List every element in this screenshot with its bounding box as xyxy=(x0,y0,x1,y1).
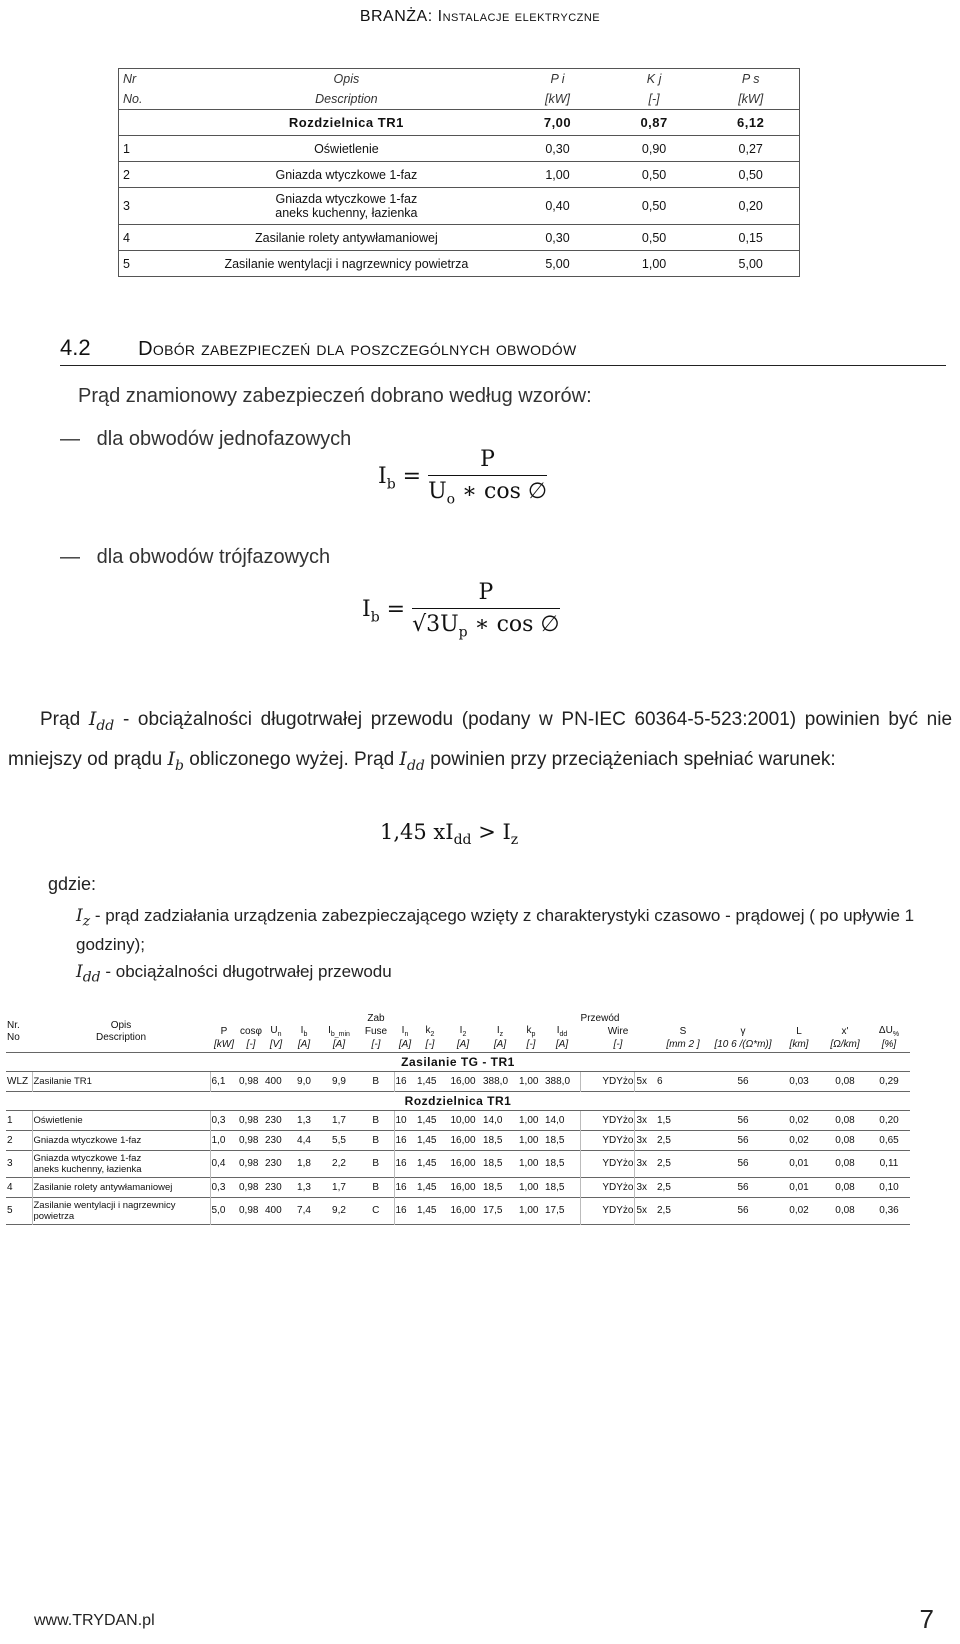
table-row xyxy=(119,136,800,162)
cell: 56 xyxy=(710,1110,776,1130)
cell-nr: 2 xyxy=(119,162,184,188)
cell-opis-line1: Gniazda wtyczkowe 1-faz xyxy=(275,192,418,206)
header-row: P cosφ $U_n$ $I_b$ $I_{b\_min}$ Fuse $I_n$ $k_2$ $I_2$ $I_z$ $k_p$ $I_{dd}$ Wire S γ L x' $\Delta U_{\%}$ xyxy=(220,1024,900,1038)
def-text: - prąd zadziałania urządzenia zabezpieczającego wzięty z charakterystyki czasowo - prądowej ( po upływie 1 godziny); xyxy=(76,906,915,955)
cell: 16 xyxy=(394,1150,416,1177)
para-part: Prąd xyxy=(40,709,81,730)
protection-table xyxy=(6,1013,910,1226)
cell: 1,00 xyxy=(518,1150,544,1177)
unit: [%] xyxy=(881,1039,897,1051)
cell: 0,02 xyxy=(776,1197,822,1224)
cell: 0,08 xyxy=(822,1071,868,1091)
def-text: - obciążalności długotrwałej przewodu xyxy=(105,962,392,981)
cell: 1,00 xyxy=(518,1130,544,1150)
paragraph-idd: Prąd $I_{dd}$ - obciążalności długotrwałej przewodu (podany w PN-IEC 60364-5-523:2001) powinien być nie mniejszy od prądu $I_b$ obliczonego wyżej. Prąd $I_{dd}$ powinien przy przeciążeniach spełniać warunek: xyxy=(8,708,953,774)
cell: B xyxy=(358,1130,394,1150)
table-row xyxy=(6,1110,910,1130)
cell: 0,98 xyxy=(238,1150,264,1177)
unit-kw: [kW] xyxy=(545,92,570,106)
unit: [-] xyxy=(526,1039,536,1051)
cell: 5x xyxy=(635,1071,656,1091)
cell: 0,02 xyxy=(776,1110,822,1130)
cell: 4 xyxy=(6,1177,32,1197)
cell: 0,20 xyxy=(868,1110,910,1130)
cell: 3x xyxy=(635,1177,656,1197)
cell: 3 xyxy=(6,1150,32,1177)
definition-idd: $I_{dd}$ - obciążalności długotrwałej przewodu xyxy=(76,962,392,986)
unit: [mm 2 ] xyxy=(666,1039,700,1051)
cell xyxy=(32,1130,210,1150)
col-kj: K j xyxy=(646,72,662,86)
cell: 1,45 xyxy=(416,1130,444,1150)
cell-line: Gniazda wtyczkowe 1-faz xyxy=(33,1152,142,1164)
cell: 16,00 xyxy=(444,1197,482,1224)
cell: 6 xyxy=(656,1071,710,1091)
cell-p: 0,30 xyxy=(509,225,606,251)
unit: [-] xyxy=(246,1039,256,1051)
cell: WLZ xyxy=(6,1071,32,1091)
cell xyxy=(32,1177,210,1197)
unit: [-] xyxy=(425,1039,435,1051)
unit: [10 6 /(Ω*m)] xyxy=(714,1039,772,1051)
cell: 18,5 xyxy=(544,1150,580,1177)
unit: [A] xyxy=(332,1039,346,1051)
cell-line: Zasilanie rolety antywłamaniowej xyxy=(33,1181,173,1193)
unit: [A] xyxy=(297,1039,311,1051)
hdr-no: No xyxy=(7,1032,20,1044)
section-heading xyxy=(60,335,946,366)
cell: 10,00 xyxy=(444,1110,482,1130)
definition-iz: $I_z$ - prąd zadziałania urządzenia zabezpieczającego wzięty z charakterystyki czasowo - prądowej ( po upływie 1 godziny); xyxy=(76,906,915,955)
cell: 1 xyxy=(6,1110,32,1130)
unit: [-] xyxy=(613,1039,623,1051)
cell: 1,45 xyxy=(416,1197,444,1224)
para-part: powinien przy przeciążeniach spełniać warunek: xyxy=(430,748,836,770)
cell: 0,01 xyxy=(776,1150,822,1177)
cell: 0,3 xyxy=(210,1177,238,1197)
cell-k: 0,90 xyxy=(606,136,703,162)
bullet-three-phase xyxy=(60,546,330,569)
cell: 56 xyxy=(710,1177,776,1197)
cell: 16 xyxy=(394,1130,416,1150)
cell-k: 0,50 xyxy=(606,162,703,188)
section-title: Dobór zabezpieczeń dla poszczególnych obwodów xyxy=(138,338,577,360)
cell: 0,98 xyxy=(238,1110,264,1130)
cell: 6,1 xyxy=(210,1071,238,1091)
cell: 18,5 xyxy=(482,1177,518,1197)
cell: 4,4 xyxy=(288,1130,320,1150)
bullet-text: dla obwodów trójfazowych xyxy=(96,546,331,568)
cell-p: 0,40 xyxy=(509,188,606,225)
cell: 1,5 xyxy=(656,1110,710,1130)
para-part: - obciążalności długotrwałej przewodu (podany w PN-IEC 60364-5-523:2001) powinien być nie mniejszy od prądu xyxy=(8,709,953,770)
cell: 1,7 xyxy=(320,1110,358,1130)
cell-nr: 5 xyxy=(119,251,184,277)
header-row xyxy=(6,1013,910,1024)
page-header xyxy=(0,8,960,26)
cell-p: 1,00 xyxy=(509,162,606,188)
cell: 0,08 xyxy=(822,1150,868,1177)
cell-opis: Zasilanie rolety antywłamaniowej xyxy=(184,225,510,251)
cell: 1,45 xyxy=(416,1110,444,1130)
section-number: 4.2 xyxy=(60,335,91,360)
cell: 0,98 xyxy=(238,1071,264,1091)
table-end xyxy=(6,1224,910,1226)
cell: 7,4 xyxy=(288,1197,320,1224)
cell: 16,00 xyxy=(444,1177,482,1197)
col-nr xyxy=(6,1013,32,1052)
cell-p: 0,30 xyxy=(509,136,606,162)
cell: 0,08 xyxy=(822,1130,868,1150)
cell: 5,0 xyxy=(210,1197,238,1224)
cell: YDYżo xyxy=(580,1071,635,1091)
cell: 1,00 xyxy=(518,1110,544,1130)
header-prefix: BRANŻA: xyxy=(359,8,433,25)
cell: 17,5 xyxy=(482,1197,518,1224)
cell: 0,98 xyxy=(238,1130,264,1150)
cell-nr: 4 xyxy=(119,225,184,251)
col-pi: P i xyxy=(550,72,565,86)
cell: 14,0 xyxy=(544,1110,580,1130)
cell-nr: 3 xyxy=(119,188,184,225)
cell: 1,3 xyxy=(288,1110,320,1130)
cell: 16 xyxy=(394,1071,416,1091)
cell-ps: 0,27 xyxy=(702,136,799,162)
cell: 3x xyxy=(635,1130,656,1150)
cell: 0,08 xyxy=(822,1110,868,1130)
intro-text: Prąd znamionowy zabezpieczeń dobrano według wzorów: xyxy=(78,385,592,407)
hdr-desc: Description xyxy=(95,1032,147,1044)
unit: [A] xyxy=(555,1039,569,1051)
cell: B xyxy=(358,1110,394,1130)
cell: 9,0 xyxy=(288,1071,320,1091)
col-no: No. xyxy=(123,92,143,106)
cell: 1,8 xyxy=(288,1150,320,1177)
cell xyxy=(32,1150,210,1177)
cell: 388,0 xyxy=(482,1071,518,1091)
formula-three-phase: $I_b$ = $\frac{P}{√3U_p ∗ \cos \emptyset}$ xyxy=(362,580,560,641)
cell: 16,00 xyxy=(444,1150,482,1177)
cell: 1,0 xyxy=(210,1130,238,1150)
cell: 1,3 xyxy=(288,1177,320,1197)
cell: B xyxy=(358,1177,394,1197)
cell: 230 xyxy=(264,1110,288,1130)
unit: [km] xyxy=(789,1039,809,1051)
hdr-przewod: Przewód xyxy=(580,1013,620,1024)
cell xyxy=(32,1110,210,1130)
cell: 400 xyxy=(264,1197,288,1224)
header-title: Instalacje elektryczne xyxy=(437,8,601,25)
hdr-opis: Opis xyxy=(110,1020,132,1032)
cell-k: 0,50 xyxy=(606,188,703,225)
col-desc: Description xyxy=(315,92,378,106)
cell-line: Zasilanie wentylacji i nagrzewnicy xyxy=(33,1199,176,1211)
cell: 9,2 xyxy=(320,1197,358,1224)
cell: 56 xyxy=(710,1150,776,1177)
cell-line: Gniazda wtyczkowe 1-faz xyxy=(33,1134,142,1146)
formula-single-phase: $I_b$ = $\frac{P}{U_o ∗ \cos \emptyset}$ xyxy=(378,447,548,508)
cell: 0,01 xyxy=(776,1177,822,1197)
bullet-text: dla obwodów jednofazowych xyxy=(96,428,352,450)
unit: [A] xyxy=(398,1039,412,1051)
total-p: 7,00 xyxy=(509,110,606,136)
cell: 1,45 xyxy=(416,1071,444,1091)
cell: C xyxy=(358,1197,394,1224)
unit: [A] xyxy=(456,1039,470,1051)
cell: 18,5 xyxy=(482,1150,518,1177)
hdr-fuse: Fuse xyxy=(364,1025,388,1037)
cell: 400 xyxy=(264,1071,288,1091)
cell: 0,98 xyxy=(238,1197,264,1224)
cell: 18,5 xyxy=(544,1130,580,1150)
cell: 0,4 xyxy=(210,1150,238,1177)
cell-ps: 0,20 xyxy=(702,188,799,225)
cell: 0,98 xyxy=(238,1177,264,1197)
cell: 1,45 xyxy=(416,1150,444,1177)
col-nr: Nr xyxy=(123,72,137,86)
cell: 2 xyxy=(6,1130,32,1150)
table-row xyxy=(119,225,800,251)
table-row xyxy=(6,1071,910,1091)
table-row xyxy=(119,188,800,225)
cell: 0,08 xyxy=(822,1197,868,1224)
cell: 0,10 xyxy=(868,1177,910,1197)
cell: 56 xyxy=(710,1130,776,1150)
cell: 16 xyxy=(394,1177,416,1197)
cell xyxy=(32,1197,210,1224)
cell: 3x xyxy=(635,1150,656,1177)
table-title-row xyxy=(6,1052,910,1071)
table-row xyxy=(119,110,800,136)
cell: 2,5 xyxy=(656,1150,710,1177)
table-row xyxy=(6,1130,910,1150)
footer-url[interactable]: www.TRYDAN.pl xyxy=(34,1612,155,1629)
cell: 1,00 xyxy=(518,1177,544,1197)
hdr-nr: Nr. xyxy=(7,1020,20,1032)
cell-ps: 0,15 xyxy=(702,225,799,251)
cell: 9,9 xyxy=(320,1071,358,1091)
cell: 10 xyxy=(394,1110,416,1130)
cell: 56 xyxy=(710,1197,776,1224)
cell-ps: 0,50 xyxy=(702,162,799,188)
unit: [-] xyxy=(371,1039,381,1051)
cell: 0,36 xyxy=(868,1197,910,1224)
cell: 0,29 xyxy=(868,1071,910,1091)
cell: 1,00 xyxy=(518,1197,544,1224)
cell: B xyxy=(358,1150,394,1177)
cell: 5,5 xyxy=(320,1130,358,1150)
unit: [V] xyxy=(269,1039,283,1051)
cell: 0,08 xyxy=(822,1177,868,1197)
cell: 16 xyxy=(394,1197,416,1224)
dash-mark: — xyxy=(60,428,80,450)
hdr-zab: Zab xyxy=(367,1013,385,1024)
cell-opis: Zasilanie wentylacji i nagrzewnicy powietrza xyxy=(184,251,510,277)
cell: YDYżo xyxy=(580,1130,635,1150)
where-label: gdzie: xyxy=(48,874,97,894)
cell-line: aneks kuchenny, łazienka xyxy=(33,1163,142,1175)
col-opis xyxy=(32,1013,210,1052)
cell: 18,5 xyxy=(544,1177,580,1197)
cell-k: 0,50 xyxy=(606,225,703,251)
cell: 2,2 xyxy=(320,1150,358,1177)
cell: 14,0 xyxy=(482,1110,518,1130)
cell: YDYżo xyxy=(580,1177,635,1197)
hdr-wire: Wire xyxy=(607,1025,629,1037)
cell: YDYżo xyxy=(580,1110,635,1130)
table-row xyxy=(6,1197,910,1224)
para-part: obliczonego wyżej. Prąd xyxy=(189,748,395,770)
cell: 0,03 xyxy=(776,1071,822,1091)
cell: 5x xyxy=(635,1197,656,1224)
cell-opis: Gniazda wtyczkowe 1-faz xyxy=(184,162,510,188)
cell: Zasilanie TR1 xyxy=(32,1071,210,1091)
cell: 388,0 xyxy=(544,1071,580,1091)
cell: 0,11 xyxy=(868,1150,910,1177)
cell: 5 xyxy=(6,1197,32,1224)
cell: YDYżo xyxy=(580,1150,635,1177)
page-number: 7 xyxy=(919,1604,934,1634)
title-tg: Zasilanie TG - TR1 xyxy=(6,1052,910,1071)
table-row xyxy=(6,1150,910,1177)
cell: 1,45 xyxy=(416,1177,444,1197)
col-ps: P s xyxy=(741,72,760,86)
table-row xyxy=(6,1177,910,1197)
table-row xyxy=(119,162,800,188)
total-name: Rozdzielnica TR1 xyxy=(184,110,510,136)
bullet-single-phase xyxy=(60,428,351,451)
cell: 230 xyxy=(264,1177,288,1197)
unit-dash: [-] xyxy=(648,92,660,106)
cell-opis-line2: aneks kuchenny, łazienka xyxy=(275,206,418,220)
cell: 0,65 xyxy=(868,1130,910,1150)
cell: B xyxy=(358,1071,394,1091)
cell: 230 xyxy=(264,1130,288,1150)
cell: 2,5 xyxy=(656,1197,710,1224)
cell: 16,00 xyxy=(444,1130,482,1150)
total-ps: 6,12 xyxy=(702,110,799,136)
cell: 56 xyxy=(710,1071,776,1091)
cell: 2,5 xyxy=(656,1130,710,1150)
cell: 2,5 xyxy=(656,1177,710,1197)
cell: 3x xyxy=(635,1110,656,1130)
cell: 230 xyxy=(264,1150,288,1177)
cell: 0,3 xyxy=(210,1110,238,1130)
cell-nr: 1 xyxy=(119,136,184,162)
cell: 17,5 xyxy=(544,1197,580,1224)
formula-condition: 1,45 $xI_{dd} > I_z$ xyxy=(380,820,519,849)
cell-opis: Oświetlenie xyxy=(184,136,510,162)
unit-kw: [kW] xyxy=(738,92,764,106)
power-table xyxy=(118,68,800,277)
total-k: 0,87 xyxy=(606,110,703,136)
unit: [kW] xyxy=(214,1039,234,1051)
title-tr1: Rozdzielnica TR1 xyxy=(6,1091,910,1110)
cell-p: 5,00 xyxy=(509,251,606,277)
cell: 0,02 xyxy=(776,1130,822,1150)
col-opis: Opis xyxy=(333,72,360,86)
cell-k: 1,00 xyxy=(606,251,703,277)
cell: YDYżo xyxy=(580,1197,635,1224)
cell: 1,7 xyxy=(320,1177,358,1197)
cell-opis xyxy=(184,188,510,225)
cell: 16,00 xyxy=(444,1071,482,1091)
cell: 18,5 xyxy=(482,1130,518,1150)
cell: 1,00 xyxy=(518,1071,544,1091)
table-title-row xyxy=(6,1091,910,1110)
cell-ps: 5,00 xyxy=(702,251,799,277)
unit: [Ω/km] xyxy=(830,1039,860,1051)
cell-line: Oświetlenie xyxy=(33,1114,83,1126)
cell-line: powietrza xyxy=(33,1210,75,1222)
table-row xyxy=(119,251,800,277)
unit: [A] xyxy=(493,1039,507,1051)
dash-mark: — xyxy=(60,546,80,568)
